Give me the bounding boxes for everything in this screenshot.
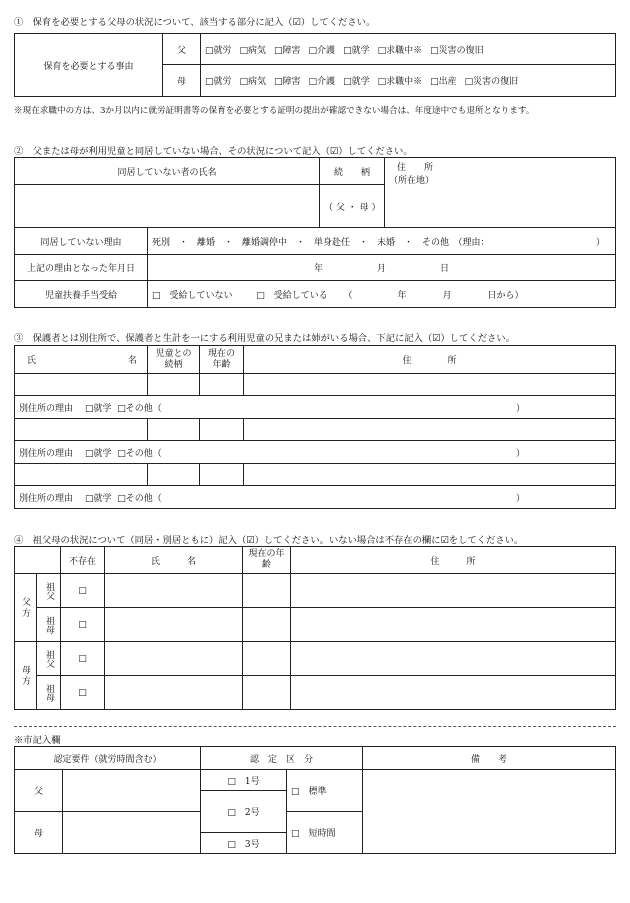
allowance-label: 児童扶養手当受給 bbox=[15, 281, 148, 308]
city-use-table bbox=[14, 746, 616, 854]
gp-address-input[interactable] bbox=[291, 574, 616, 608]
absent-checkbox[interactable]: □ bbox=[61, 574, 105, 608]
mother-option[interactable]: □出産 bbox=[430, 77, 457, 87]
sibling-reason-row[interactable]: 別住所の理由 □就学 □その他（ ） bbox=[15, 486, 616, 509]
gp-name-header: 氏 名 bbox=[105, 547, 243, 574]
relation-header: 続 柄 bbox=[320, 158, 385, 185]
sibling-relation-input[interactable] bbox=[148, 374, 200, 396]
reason-other-checkbox[interactable]: □その他（ bbox=[117, 493, 162, 504]
city-mother-label: 母 bbox=[15, 812, 63, 854]
father-option[interactable]: □就労 bbox=[205, 45, 232, 56]
grandmother-label: 祖母 bbox=[37, 676, 61, 710]
reason-other-checkbox[interactable]: □その他（ bbox=[117, 448, 162, 459]
address-sub: （所在地） bbox=[389, 176, 435, 186]
gp-age-input[interactable] bbox=[243, 642, 291, 676]
parent-status-table bbox=[14, 33, 616, 97]
sibling-age-header: 現在の年齢 bbox=[200, 346, 244, 374]
section2-title: ② 父または母が利用児童と同居していない場合、その状況について記入（☑）してください。 bbox=[14, 146, 413, 157]
sibling-address-header: 住 所 bbox=[244, 346, 616, 374]
gp-address-header: 住 所 bbox=[291, 547, 616, 574]
name-header: 同居していない者の氏名 bbox=[15, 158, 320, 185]
reason-options-text: 死別 ・ 離婚 ・ 離婚調停中 ・ 単身赴任 ・ 未婚 ・ その他 （理由： bbox=[152, 237, 490, 248]
sibling-address-input[interactable] bbox=[244, 419, 616, 441]
address-header: 住 所 bbox=[397, 163, 434, 173]
relation-value[interactable]: （ 父 ・ 母 ） bbox=[320, 185, 385, 228]
gp-name-input[interactable] bbox=[105, 608, 243, 642]
class-header: 認 定 区 分 bbox=[201, 747, 363, 770]
reason-study-checkbox[interactable]: □就学 bbox=[85, 493, 112, 504]
non-cohabiting-table bbox=[14, 157, 616, 308]
sibling-age-input[interactable] bbox=[200, 464, 244, 486]
sibling-age-input[interactable] bbox=[200, 419, 244, 441]
sibling-age-input[interactable] bbox=[200, 374, 244, 396]
gp-address-input[interactable] bbox=[291, 642, 616, 676]
section4-title: ④ 祖父母の状況について（同居・別居ともに）記入（☑）してください。いない場合は不存在の欄に☑をしてください。 bbox=[14, 535, 524, 546]
gp-name-input[interactable] bbox=[105, 574, 243, 608]
mother-options[interactable] bbox=[201, 65, 616, 97]
father-option[interactable]: □災害の復旧 bbox=[430, 45, 484, 56]
sibling-address-input[interactable] bbox=[244, 464, 616, 486]
gp-age-input[interactable] bbox=[243, 676, 291, 710]
remarks-input[interactable] bbox=[363, 770, 616, 854]
gp-name-input[interactable] bbox=[105, 676, 243, 710]
sibling-relation-header: 児童との続柄 bbox=[148, 346, 200, 374]
mother-option[interactable]: □就労 bbox=[205, 77, 232, 87]
sibling-relation-input[interactable] bbox=[148, 464, 200, 486]
section1-title: ① 保育を必要とする父母の状況について、該当する部分に記入（☑）してください。 bbox=[14, 17, 376, 28]
class-2[interactable]: □ 2号 bbox=[201, 791, 287, 833]
mother-option[interactable]: □求職中※ bbox=[377, 77, 423, 87]
sibling-name-input[interactable] bbox=[15, 464, 148, 486]
date-label: 上記の理由となった年月日 bbox=[15, 255, 148, 281]
gp-age-header: 現在の年齢 bbox=[243, 547, 291, 574]
job-seeking-note: ※現在求職中の方は、3か月以内に就労証明書等の保育を必要とする証明の提出が確認できない場合は、年度途中でも退所となります。 bbox=[14, 106, 535, 116]
allowance-yes[interactable]: □ 受給している bbox=[256, 290, 328, 301]
reason-close: ） bbox=[595, 237, 605, 248]
absent-checkbox[interactable]: □ bbox=[61, 642, 105, 676]
class-3[interactable]: □ 3号 bbox=[201, 833, 287, 854]
absent-checkbox[interactable]: □ bbox=[61, 608, 105, 642]
noncohab-reason-options[interactable] bbox=[148, 228, 616, 255]
mother-option[interactable]: □介護 bbox=[308, 77, 336, 87]
father-option[interactable]: □求職中※ bbox=[377, 45, 423, 56]
siblings-table bbox=[14, 345, 616, 509]
noncohab-reason-label: 同居していない理由 bbox=[15, 228, 148, 255]
req-header: 認定要件（就労時間含む） bbox=[15, 747, 201, 770]
city-father-label: 父 bbox=[15, 770, 63, 812]
reason-study-checkbox[interactable]: □就学 bbox=[85, 403, 112, 414]
date-value[interactable]: 年 月 日 bbox=[148, 255, 616, 281]
mother-option[interactable]: □災害の復旧 bbox=[464, 77, 519, 87]
grandfather-label: 祖父 bbox=[37, 574, 61, 608]
absent-checkbox[interactable]: □ bbox=[61, 676, 105, 710]
sibling-name-header: 氏 名 bbox=[15, 346, 148, 374]
name-input[interactable] bbox=[15, 185, 320, 228]
section5-title: ※市記入欄 bbox=[14, 735, 61, 746]
grandfather-label: 祖父 bbox=[37, 642, 61, 676]
grandmother-label: 祖母 bbox=[37, 608, 61, 642]
father-option[interactable]: □障害 bbox=[274, 45, 301, 56]
section3-title: ③ 保護者とは別住所で、保護者と生計を一にする利用児童の兄または姉がいる場合、下記に記入（☑）してください。 bbox=[14, 333, 515, 344]
sibling-reason-row[interactable]: 別住所の理由 □就学 □その他（ ） bbox=[15, 441, 616, 464]
grandparents-table bbox=[14, 546, 616, 710]
reason-study-checkbox[interactable]: □就学 bbox=[85, 448, 112, 459]
short-checkbox[interactable]: □ 短時間 bbox=[287, 812, 363, 854]
gp-name-input[interactable] bbox=[105, 642, 243, 676]
absent-header: 不存在 bbox=[61, 547, 105, 574]
allowance-no[interactable]: □ 受給していない bbox=[152, 290, 233, 301]
mother-option[interactable]: □就学 bbox=[343, 77, 370, 87]
class-1[interactable]: □ 1号 bbox=[201, 770, 287, 791]
mother-label: 母 bbox=[163, 65, 201, 97]
mother-option[interactable]: □病気 bbox=[239, 77, 267, 87]
father-options[interactable] bbox=[201, 34, 616, 65]
gp-age-input[interactable] bbox=[243, 574, 291, 608]
reason-other-checkbox[interactable]: □その他（ bbox=[117, 403, 162, 414]
sibling-address-input[interactable] bbox=[244, 374, 616, 396]
standard-checkbox[interactable]: □ 標準 bbox=[287, 770, 363, 812]
sibling-name-input[interactable] bbox=[15, 374, 148, 396]
father-label: 父 bbox=[163, 34, 201, 65]
reason-label: 保育を必要とする事由 bbox=[15, 34, 163, 97]
gp-address-input[interactable] bbox=[291, 676, 616, 710]
sibling-name-input[interactable] bbox=[15, 419, 148, 441]
divider bbox=[14, 726, 616, 727]
city-father-req[interactable] bbox=[63, 770, 201, 812]
gp-age-input[interactable] bbox=[243, 608, 291, 642]
father-option[interactable]: □就学 bbox=[343, 45, 370, 56]
allowance-options[interactable] bbox=[148, 281, 616, 308]
mother-option[interactable]: □障害 bbox=[274, 77, 301, 87]
city-mother-req[interactable] bbox=[63, 812, 201, 854]
sibling-relation-input[interactable] bbox=[148, 419, 200, 441]
remarks-header: 備 考 bbox=[363, 747, 616, 770]
father-option[interactable]: □病気 bbox=[239, 45, 267, 56]
sibling-reason-row[interactable]: 別住所の理由 □就学 □その他（ ） bbox=[15, 396, 616, 419]
gp-address-input[interactable] bbox=[291, 608, 616, 642]
paternal-label: 父方 bbox=[15, 574, 37, 642]
address-cell[interactable] bbox=[385, 158, 616, 228]
maternal-label: 母方 bbox=[15, 642, 37, 710]
father-option[interactable]: □介護 bbox=[308, 45, 336, 56]
allowance-date[interactable]: （ 年 月 日から） bbox=[343, 290, 524, 301]
